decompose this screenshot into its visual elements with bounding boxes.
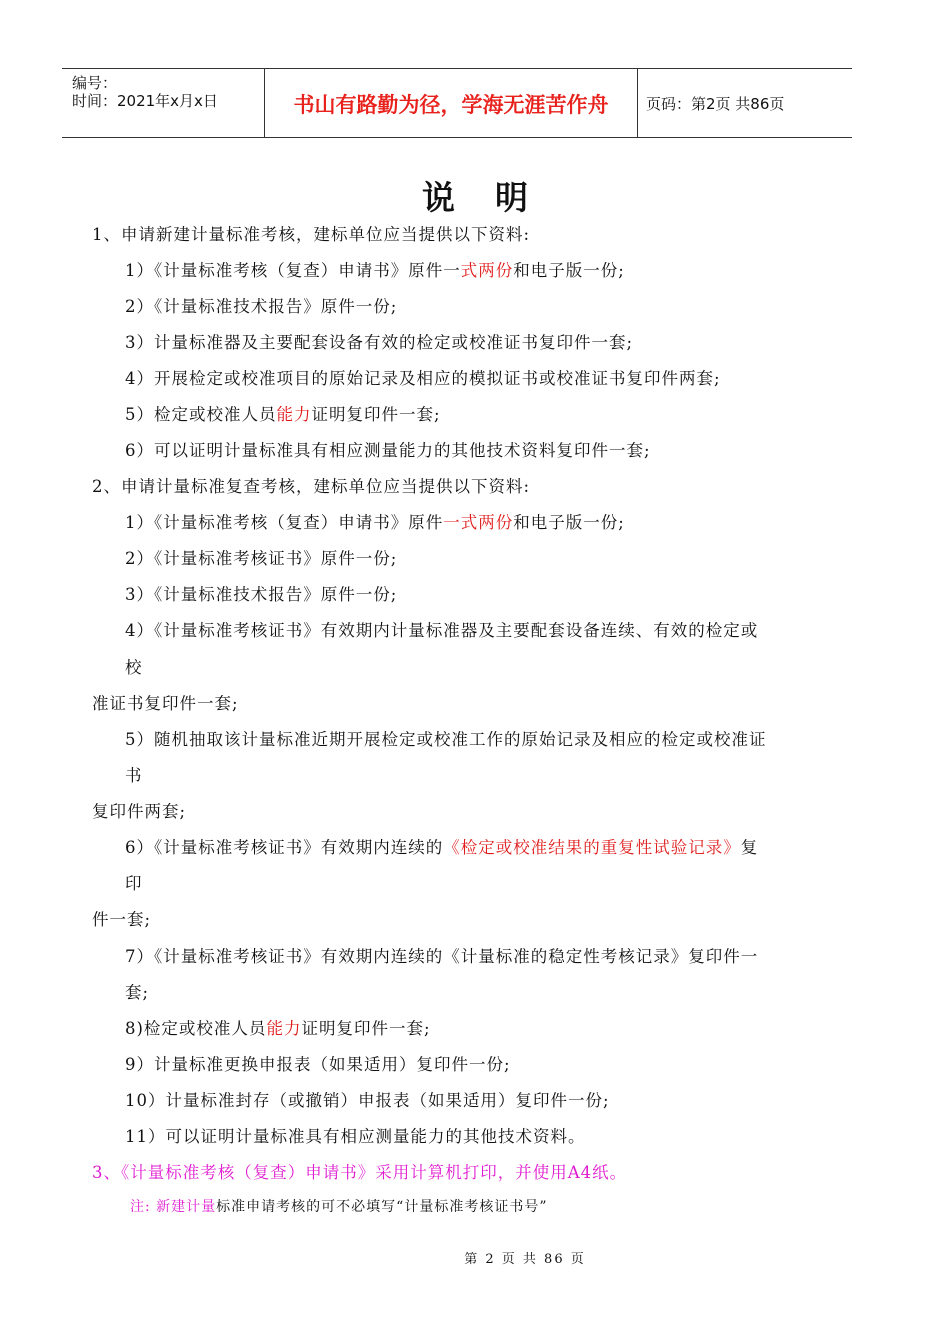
body-line [125, 1051, 511, 1075]
header-info-cell [62, 69, 265, 137]
line-text: 套; [125, 983, 150, 1002]
line-text: 1）《计量标准考核（复查）申请书》原件 [125, 513, 444, 532]
highlighted-text: 一式两份 [443, 513, 514, 532]
line-text: 准证书复印件一套; [92, 694, 239, 713]
line-text: 10）计量标准封存（或撤销）申报表（如果适用）复印件一份; [125, 1091, 610, 1110]
page-header [62, 68, 852, 138]
body-line [125, 762, 143, 786]
body-line [92, 1159, 627, 1183]
line-text: 6）可以证明计量标准具有相应测量能力的其他技术资料复印件一套; [125, 441, 651, 460]
body-line [92, 221, 530, 245]
line-text: 5）检定或校准人员 [125, 405, 277, 424]
line-text: 复印件两套; [92, 802, 187, 821]
line-text: 3）《计量标准技术报告》原件一份; [125, 585, 398, 604]
body-line [125, 581, 397, 605]
highlighted-text: 能力 [266, 1019, 302, 1038]
line-text: 8)检定或校准人员 [125, 1019, 267, 1038]
body-line [125, 509, 625, 533]
body-line [130, 1196, 548, 1216]
line-text: 4）开展检定或校准项目的原始记录及相应的模拟证书或校准证书复印件两套; [125, 369, 721, 388]
highlighted-text: 《检定或校准结果的重复性试验记录》 [443, 838, 741, 857]
line-text: 6）《计量标准考核证书》有效期内连续的 [125, 838, 444, 857]
body-line [92, 690, 239, 714]
body-line [125, 545, 397, 569]
body-line [92, 906, 151, 930]
body-line [125, 329, 633, 353]
line-text: 校 [125, 658, 143, 677]
body-line [125, 365, 721, 389]
body-line [125, 1015, 431, 1039]
body-line [125, 870, 143, 894]
body-line [125, 834, 758, 858]
line-text: 11）可以证明计量标准具有相应测量能力的其他技术资料。 [125, 1127, 586, 1146]
page-title: 说明 [422, 178, 568, 217]
line-text: 标准申请考核的可不必填写“计量标准考核证书号” [216, 1199, 548, 1215]
header-motto: 书山有路勤为径，学海无涯苦作舟 [293, 93, 609, 117]
line-text: 书 [125, 766, 143, 785]
line-text: 4）《计量标准考核证书》有效期内计量标准器及主要配套设备连续、有效的检定或 [125, 621, 759, 640]
body-line [125, 1123, 586, 1147]
highlighted-text: 式两份 [460, 261, 514, 280]
header-page-info: 页码：第2页 共86页 [646, 95, 785, 113]
body-line [92, 473, 530, 497]
body-line [125, 293, 397, 317]
body-line [125, 726, 767, 750]
line-text: 件一套; [92, 910, 152, 929]
highlighted-text: 能力 [276, 405, 312, 424]
line-text: 和电子版一份; [513, 513, 625, 532]
line-text: 5）随机抽取该计量标准近期开展检定或校准工作的原始记录及相应的检定或校准证 [125, 730, 767, 749]
body-line [125, 401, 441, 425]
body-line [125, 654, 143, 678]
body-line [125, 617, 758, 641]
document-time-label: 时间：2021年x月x日 [72, 92, 218, 110]
highlighted-text: 3、《计量标准考核（复查）申请书》采用计算机打印，并使用A4纸。 [92, 1163, 628, 1182]
line-text: 证明复印件一套; [311, 405, 441, 424]
body-line [92, 798, 186, 822]
line-text: 印 [125, 874, 143, 893]
body-line [125, 979, 149, 1003]
line-text: 2、申请计量标准复查考核，建标单位应当提供以下资料: [92, 477, 531, 496]
highlighted-text: 注: 新建计量 [130, 1199, 217, 1215]
body-line [125, 1087, 610, 1111]
line-text: 7）《计量标准考核证书》有效期内连续的《计量标准的稳定性考核记录》复印件一 [125, 947, 759, 966]
line-text: 1、申请新建计量标准考核，建标单位应当提供以下资料: [92, 225, 531, 244]
line-text: 2）《计量标准技术报告》原件一份; [125, 297, 398, 316]
line-text: 证明复印件一套; [301, 1019, 431, 1038]
page-footer: 第 2 页 共 86 页 [464, 1252, 586, 1267]
body-line [125, 257, 625, 281]
line-text: 复 [740, 838, 759, 857]
header-page-cell [638, 69, 852, 137]
body-line [125, 943, 758, 967]
line-text: 9）计量标准更换申报表（如果适用）复印件一份; [125, 1055, 511, 1074]
line-text: 1）《计量标准考核（复查）申请书》原件一 [125, 261, 461, 280]
document-number-label: 编号： [72, 74, 118, 92]
line-text: 3）计量标准器及主要配套设备有效的检定或校准证书复印件一套; [125, 333, 634, 352]
line-text: 和电子版一份; [513, 261, 625, 280]
body-line [125, 437, 651, 461]
line-text: 2）《计量标准考核证书》原件一份; [125, 549, 398, 568]
header-motto-cell [265, 69, 638, 137]
